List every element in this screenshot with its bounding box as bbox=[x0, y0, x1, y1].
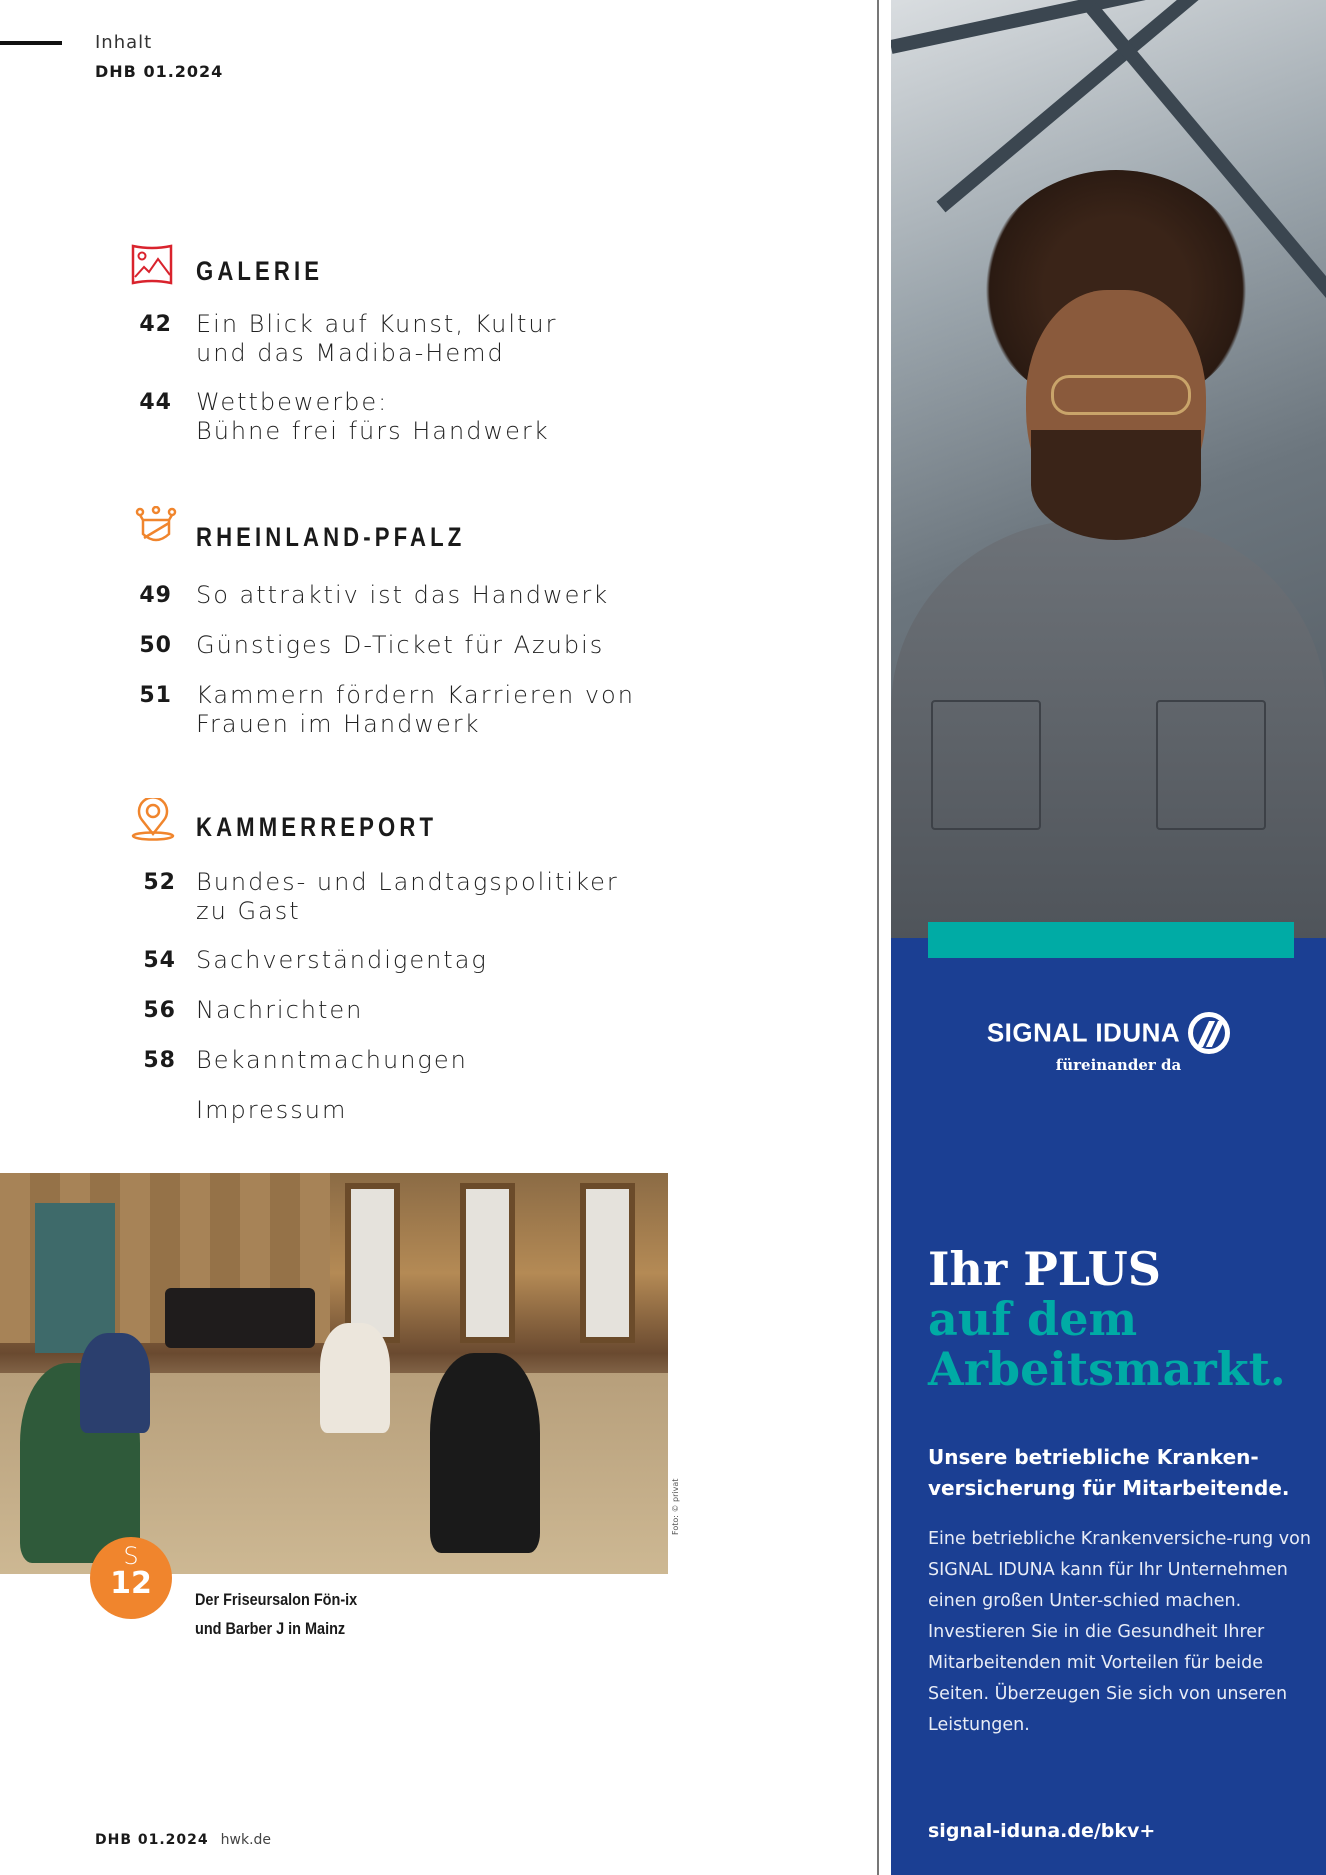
headline-line: Ihr PLUS bbox=[928, 1242, 1161, 1296]
entry-line: Sachverständigentag bbox=[196, 946, 488, 974]
caption-line: und Barber J in Mainz bbox=[195, 1619, 346, 1638]
entry-line: Frauen im Handwerk bbox=[196, 710, 481, 738]
page-number: 44 bbox=[139, 390, 172, 415]
signal-iduna-ad[interactable] bbox=[891, 0, 1326, 1875]
page-number: 52 bbox=[143, 870, 176, 895]
page-footer bbox=[95, 1832, 271, 1848]
headline-line: auf dem bbox=[928, 1292, 1138, 1346]
toc-entry[interactable] bbox=[196, 388, 550, 446]
brand-name: SIGNAL IDUNA bbox=[986, 1017, 1181, 1048]
page-number: 51 bbox=[139, 683, 172, 708]
toc-entry[interactable] bbox=[196, 868, 619, 926]
entry-line: Bühne frei fürs Handwerk bbox=[196, 417, 550, 445]
ad-headline bbox=[928, 1244, 1286, 1394]
toc-entry[interactable] bbox=[196, 1046, 468, 1075]
ad-subheading: Unsere betriebliche Kranken-versicherung für Mitarbeitende. bbox=[928, 1445, 1290, 1500]
toc-entry[interactable] bbox=[196, 996, 363, 1025]
toc-entry[interactable] bbox=[196, 1096, 347, 1125]
teal-accent-bar bbox=[928, 922, 1294, 958]
entry-line: Kammern fördern Karrieren von bbox=[196, 681, 635, 709]
footer-site-link[interactable]: hwk.de bbox=[220, 1832, 272, 1848]
crown-shield-icon bbox=[135, 506, 177, 546]
signal-iduna-logo bbox=[891, 1012, 1326, 1074]
entry-line: Günstiges D-Ticket für Azubis bbox=[196, 631, 605, 659]
section-title-galerie: GALERIE bbox=[196, 256, 324, 286]
section-title-rheinland-pfalz: RHEINLAND-PFALZ bbox=[196, 522, 466, 552]
map-pin-icon bbox=[130, 798, 176, 842]
barber-salon-photo bbox=[0, 1173, 668, 1574]
entry-line: Wettbewerbe: bbox=[196, 388, 389, 416]
image-frame-icon bbox=[130, 243, 174, 287]
entry-line: Ein Blick auf Kunst, Kultur bbox=[196, 310, 558, 338]
signal-iduna-logo-icon bbox=[1188, 1012, 1230, 1054]
toc-entry[interactable] bbox=[196, 946, 488, 975]
page-number: 54 bbox=[143, 948, 176, 973]
page-number: 42 bbox=[139, 312, 172, 337]
toc-entry[interactable] bbox=[196, 310, 558, 368]
ad-body-text: Eine betriebliche Krankenversiche-rung von SIGNAL IDUNA kann für Ihr Unternehmen einen großen Unter-schied machen. Investieren Sie in die Gesundheit Ihrer Mitarbeitenden mit Vorteilen für beide Seiten. Überzeugen Sie sich von unseren Leistungen. bbox=[928, 1529, 1311, 1735]
badge-prefix: S bbox=[123, 1542, 139, 1570]
footer-issue: DHB 01.2024 bbox=[95, 1832, 209, 1848]
page-badge[interactable] bbox=[90, 1537, 172, 1619]
entry-line: zu Gast bbox=[196, 897, 301, 925]
photo-credit: Foto: © privat bbox=[671, 1478, 680, 1535]
headline-line: Arbeitsmarkt. bbox=[928, 1342, 1286, 1396]
photo-caption bbox=[195, 1585, 357, 1643]
page-kicker: Inhalt bbox=[95, 32, 153, 53]
entry-line: Bekanntmachungen bbox=[196, 1046, 468, 1074]
page-number: 49 bbox=[139, 583, 172, 608]
entry-line: und das Madiba-Hemd bbox=[196, 339, 505, 367]
toc-entry[interactable] bbox=[196, 681, 635, 739]
page-number: 56 bbox=[143, 998, 176, 1023]
entry-line: Bundes- und Landtagspolitiker bbox=[196, 868, 619, 896]
header-rule bbox=[0, 41, 62, 45]
page-number: 50 bbox=[139, 633, 172, 658]
brand-tagline: füreinander da bbox=[1055, 1056, 1182, 1074]
toc-entry[interactable] bbox=[196, 631, 604, 660]
section-title-kammerreport: KAMMERREPORT bbox=[196, 812, 438, 842]
issue-label: DHB 01.2024 bbox=[95, 62, 224, 81]
entry-line: Nachrichten bbox=[196, 996, 364, 1024]
entry-line: So attraktiv ist das Handwerk bbox=[196, 581, 610, 609]
ad-portrait-photo bbox=[891, 0, 1326, 938]
page-divider bbox=[877, 0, 879, 1875]
toc-entry[interactable] bbox=[196, 581, 609, 610]
ad-url-link[interactable]: signal-iduna.de/bkv+ bbox=[928, 1820, 1156, 1842]
caption-line: Der Friseursalon Fön-ix bbox=[195, 1590, 358, 1609]
entry-line: Impressum bbox=[196, 1096, 348, 1124]
page-number: 58 bbox=[143, 1048, 176, 1073]
badge-page: 12 bbox=[110, 1566, 152, 1601]
